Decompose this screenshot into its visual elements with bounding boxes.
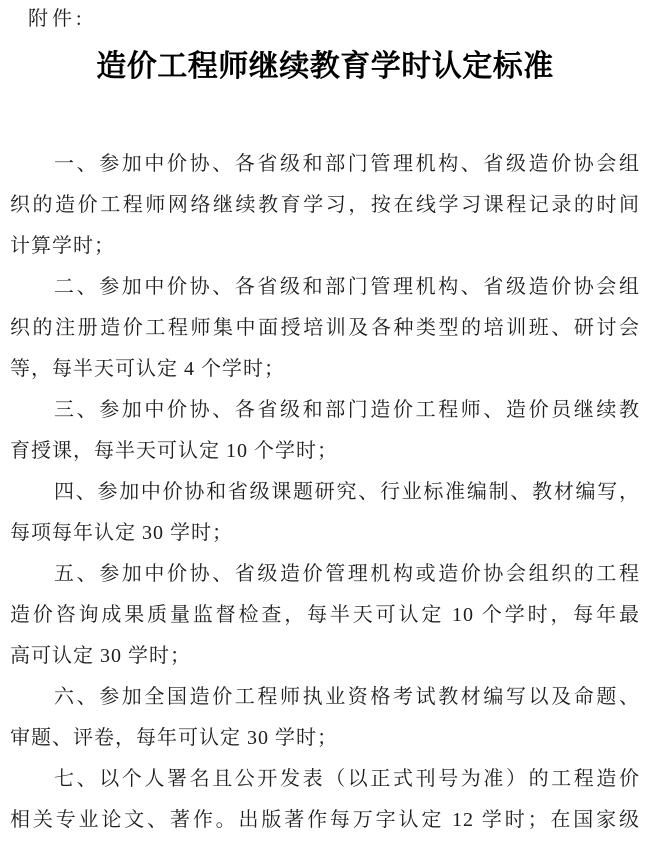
text-line: 织的造价工程师网络继续教育学习，按在线学习课程记录的时间 (10, 194, 640, 216)
paragraph-3 (10, 390, 640, 472)
paragraph-7 (10, 759, 640, 841)
paragraph-1 (10, 144, 640, 267)
text-line: 高可认定 30 学时； (10, 645, 191, 667)
paragraph-2 (10, 267, 640, 390)
text-line: 造价咨询成果质量监督检查，每半天可认定 10 个学时，每年最 (10, 604, 640, 626)
text-line: 等，每半天可认定 4 个学时； (10, 358, 285, 380)
text-line: 织的注册造价工程师集中面授培训及各种类型的培训班、研讨会 (10, 317, 640, 339)
text-line: 二、参加中价协、各省级和部门管理机构、省级造价协会组 (54, 276, 640, 298)
text-line: 一、参加中价协、各省级和部门管理机构、省级造价协会组 (54, 153, 640, 175)
text-line: 育授课，每半天可认定 10 个学时； (10, 440, 338, 462)
paragraph-5 (10, 554, 640, 677)
text-line: 三、参加中价协、各省级和部门造价工程师、造价员继续教 (54, 399, 640, 421)
text-line: 四、参加中价协和省级课题研究、行业标准编制、教材编写， (54, 481, 640, 503)
text-line: 五、参加中价协、省级造价管理机构或造价协会组织的工程 (54, 563, 640, 585)
text-line: 六、参加全国造价工程师执业资格考试教材编写以及命题、 (54, 686, 640, 708)
attachment-label: 附件: (28, 8, 86, 30)
text-line: 计算学时； (10, 235, 115, 257)
page-title: 造价工程师继续教育学时认定标准 (96, 50, 554, 83)
paragraph-4 (10, 472, 640, 554)
text-line: 七、以个人署名且公开发表（以正式刊号为准）的工程造价 (54, 768, 640, 790)
paragraph-6 (10, 677, 640, 759)
text-line: 审题、评卷，每年可认定 30 学时； (10, 727, 338, 749)
text-line: 每项每年认定 30 学时； (10, 522, 233, 544)
text-line: 相关专业论文、著作。出版著作每万字认定 12 学时；在国家级 (10, 809, 640, 831)
document-body (10, 144, 640, 841)
